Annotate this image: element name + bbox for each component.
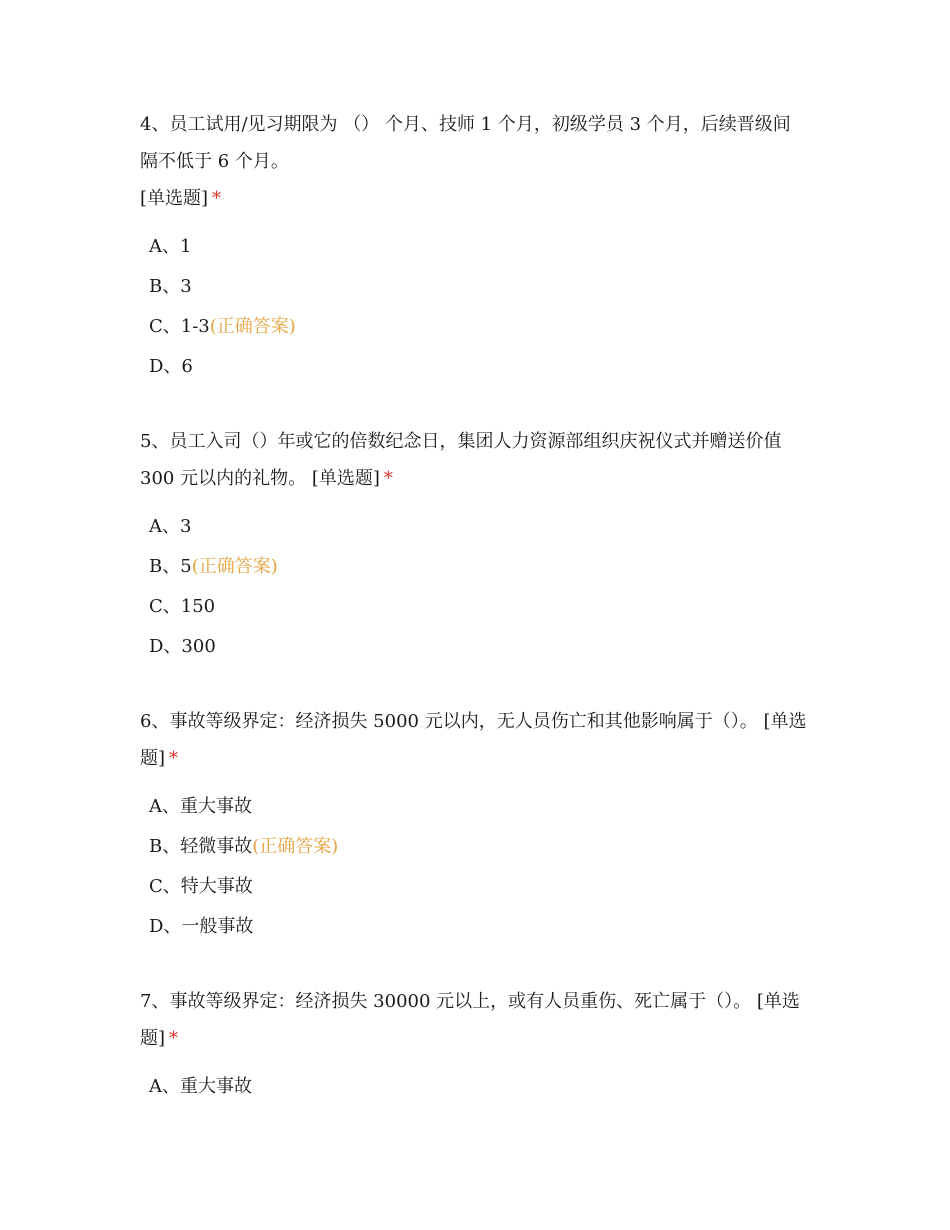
option-label: C、1-3 [149, 316, 210, 337]
option-label: A、3 [149, 516, 192, 537]
option-a[interactable] [140, 507, 810, 547]
option-d[interactable] [140, 907, 810, 947]
option-c[interactable] [140, 867, 810, 907]
option-a[interactable] [140, 227, 810, 267]
option-c[interactable] [140, 587, 810, 627]
question-type-label: [单选题] [140, 188, 209, 209]
option-label: A、重大事故 [149, 1076, 252, 1097]
option-a[interactable] [140, 787, 810, 827]
option-list [140, 227, 810, 387]
question-5 [140, 423, 810, 667]
required-mark: * [169, 1028, 179, 1049]
correct-answer-tag: (正确答案) [209, 316, 296, 337]
required-mark: * [212, 188, 222, 209]
question-type-line [140, 180, 810, 217]
option-b[interactable] [140, 827, 810, 867]
option-label: B、5 [149, 556, 192, 577]
question-text [140, 423, 805, 497]
question-type-label: [单选题] [140, 711, 807, 769]
option-list [140, 787, 810, 947]
question-text [140, 703, 808, 777]
option-label: C、特大事故 [149, 876, 253, 897]
question-text [140, 983, 800, 1057]
question-prompt: 5、员工入司（）年或它的倍数纪念日，集团人力资源部组织庆祝仪式并赠送价值300 元以内的礼物。 [140, 431, 782, 489]
quiz-document [140, 106, 810, 1143]
question-7 [140, 983, 810, 1107]
correct-answer-tag: (正确答案) [252, 836, 339, 857]
question-prompt: 6、事故等级界定：经济损失 5000 元以内，无人员伤亡和其他影响属于（）。 [140, 711, 758, 732]
option-list [140, 1067, 810, 1107]
question-type-label: [单选题] [140, 991, 800, 1049]
option-label: A、重大事故 [149, 796, 252, 817]
question-prompt: 4、员工试用/见习期限为 （） 个月、技师 1 个月，初级学员 3 个月，后续晋级间隔不低于 6 个月。 [140, 114, 791, 172]
option-d[interactable] [140, 627, 810, 667]
option-a[interactable] [140, 1067, 810, 1107]
option-label: B、3 [149, 276, 192, 297]
question-text [140, 106, 800, 180]
option-label: C、150 [149, 596, 216, 617]
required-mark: * [169, 748, 179, 769]
option-list [140, 507, 810, 667]
required-mark: * [383, 468, 393, 489]
option-b[interactable] [140, 267, 810, 307]
question-6 [140, 703, 810, 947]
option-label: A、1 [149, 236, 192, 257]
option-d[interactable] [140, 347, 810, 387]
correct-answer-tag: (正确答案) [191, 556, 278, 577]
option-c[interactable] [140, 307, 810, 347]
option-label: B、轻微事故 [149, 836, 253, 857]
option-label: D、一般事故 [149, 916, 254, 937]
option-b[interactable] [140, 547, 810, 587]
option-label: D、6 [149, 356, 193, 377]
question-type-label: [单选题] [311, 468, 380, 489]
question-4 [140, 106, 810, 387]
question-prompt: 7、事故等级界定：经济损失 30000 元以上，或有人员重伤、死亡属于（）。 [140, 991, 752, 1012]
option-label: D、300 [149, 636, 216, 657]
